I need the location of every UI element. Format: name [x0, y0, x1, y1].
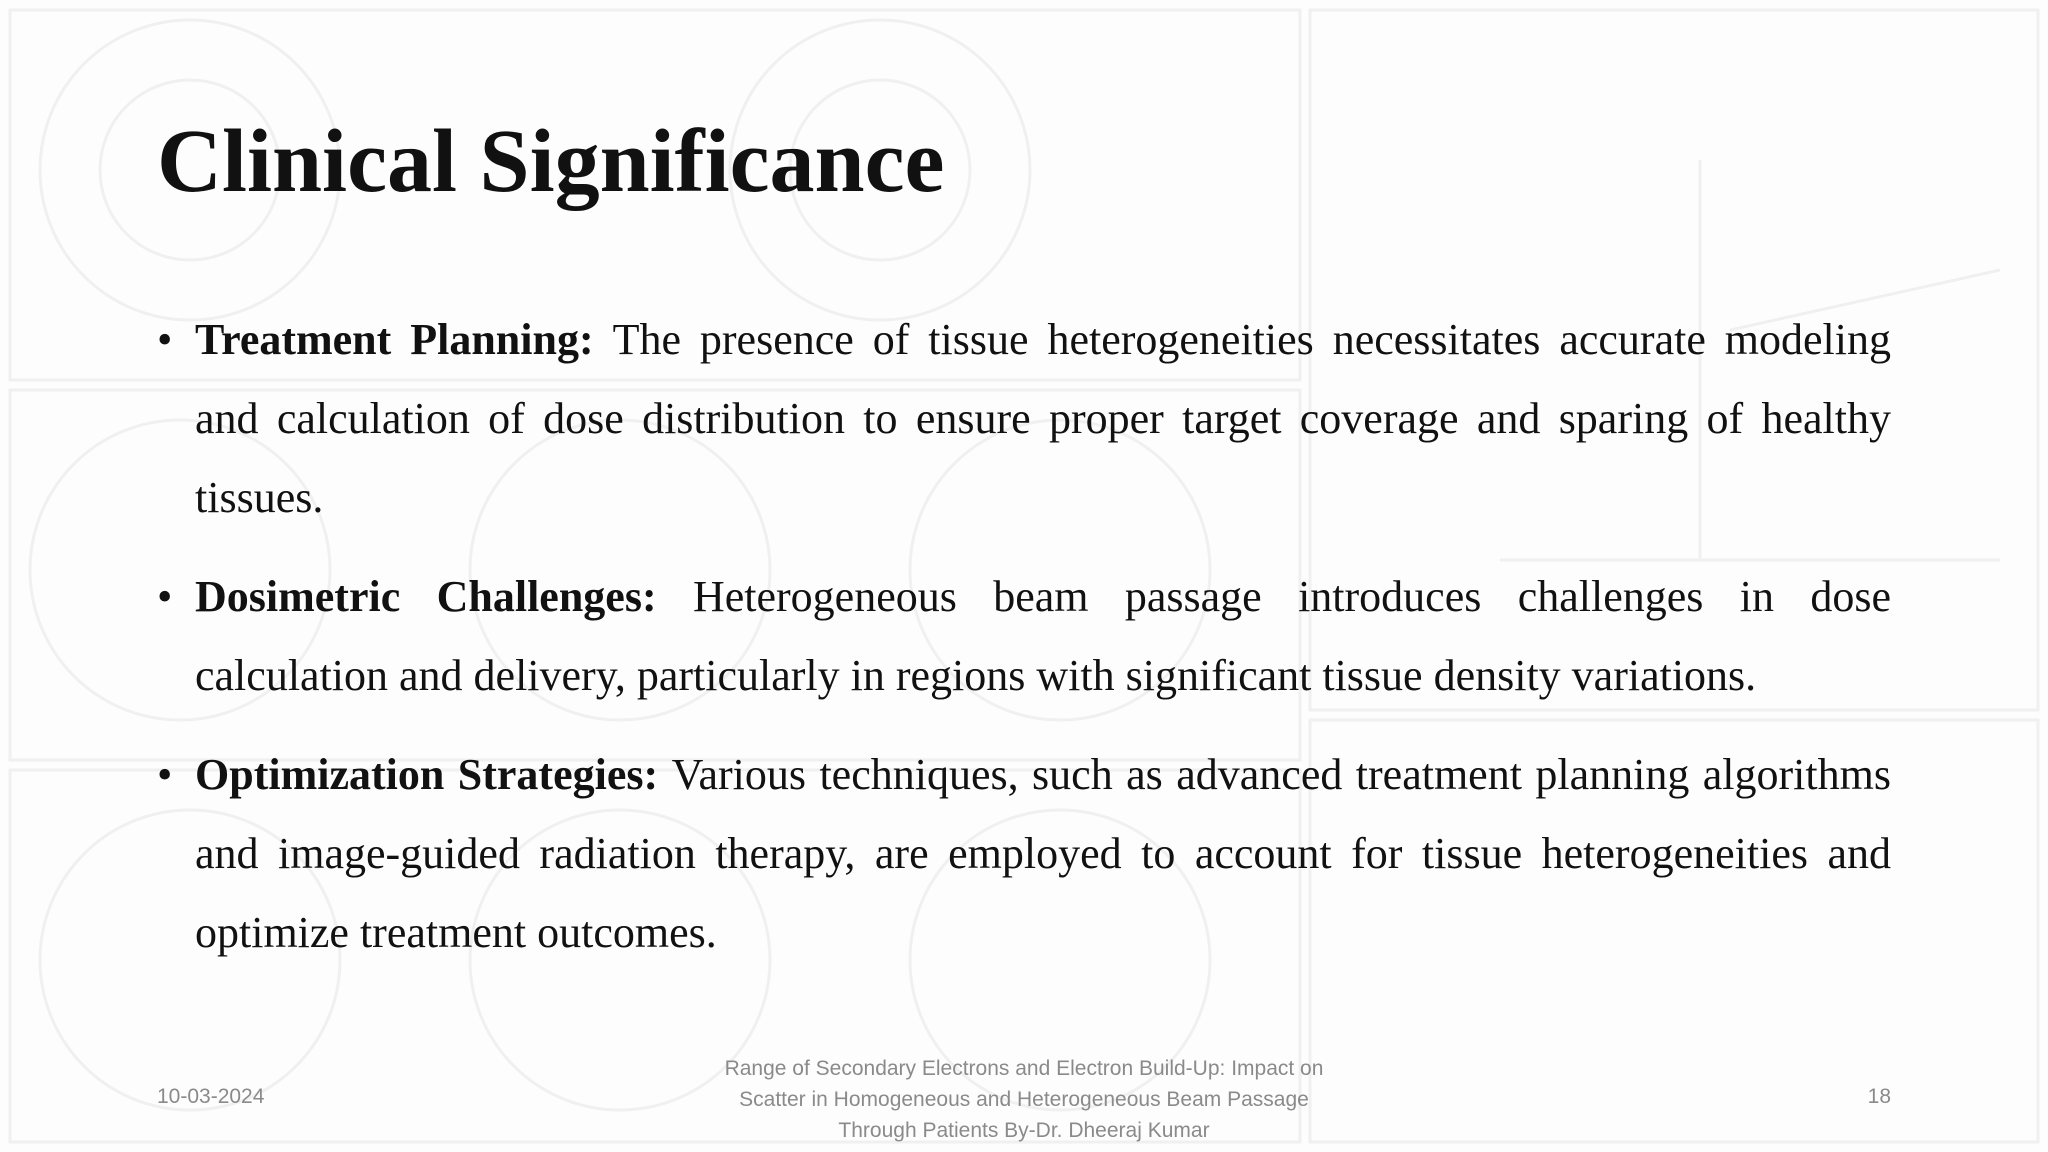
- page-number: 18: [1867, 1085, 1891, 1108]
- bullet-list: [157, 300, 1891, 992]
- bullet-text: Heterogeneous beam passage introduces challenges in dose calculation and delivery, particularly in regions with significant tissue density variations.: [195, 572, 1891, 700]
- slide-title: Clinical Significance: [157, 112, 945, 211]
- bullet-dosimetric-challenges: [157, 557, 1891, 715]
- bullet-text: Various techniques, such as advanced treatment planning algorithms and image-guided radiation therapy, are employed to account for tissue heterogeneities and optimize treatment outcomes.: [195, 750, 1891, 957]
- bullet-optimization-strategies: [157, 735, 1891, 972]
- bullet-heading: Treatment Planning:: [195, 315, 613, 364]
- bullet-dot: •: [157, 750, 173, 799]
- footer-caption-line: Scatter in Homogeneous and Heterogeneous Beam Passage: [739, 1088, 1309, 1111]
- footer-caption: [640, 1053, 1408, 1146]
- bullet-dot: •: [157, 315, 173, 364]
- footer-caption-line: Through Patients By-Dr. Dheeraj Kumar: [838, 1119, 1210, 1142]
- footer-caption-line: Range of Secondary Electrons and Electron Build-Up: Impact on: [724, 1057, 1324, 1080]
- footer-date: 10-03-2024: [157, 1085, 265, 1108]
- bullet-heading: Optimization Strategies:: [195, 750, 672, 799]
- bullet-text: The presence of tissue heterogeneities necessitates accurate modeling and calculation of dose distribution to ensure proper target coverage and sparing of healthy tissues.: [195, 315, 1891, 522]
- bullet-treatment-planning: [157, 300, 1891, 537]
- bullet-dot: •: [157, 572, 173, 621]
- bullet-heading: Dosimetric Challenges:: [195, 572, 693, 621]
